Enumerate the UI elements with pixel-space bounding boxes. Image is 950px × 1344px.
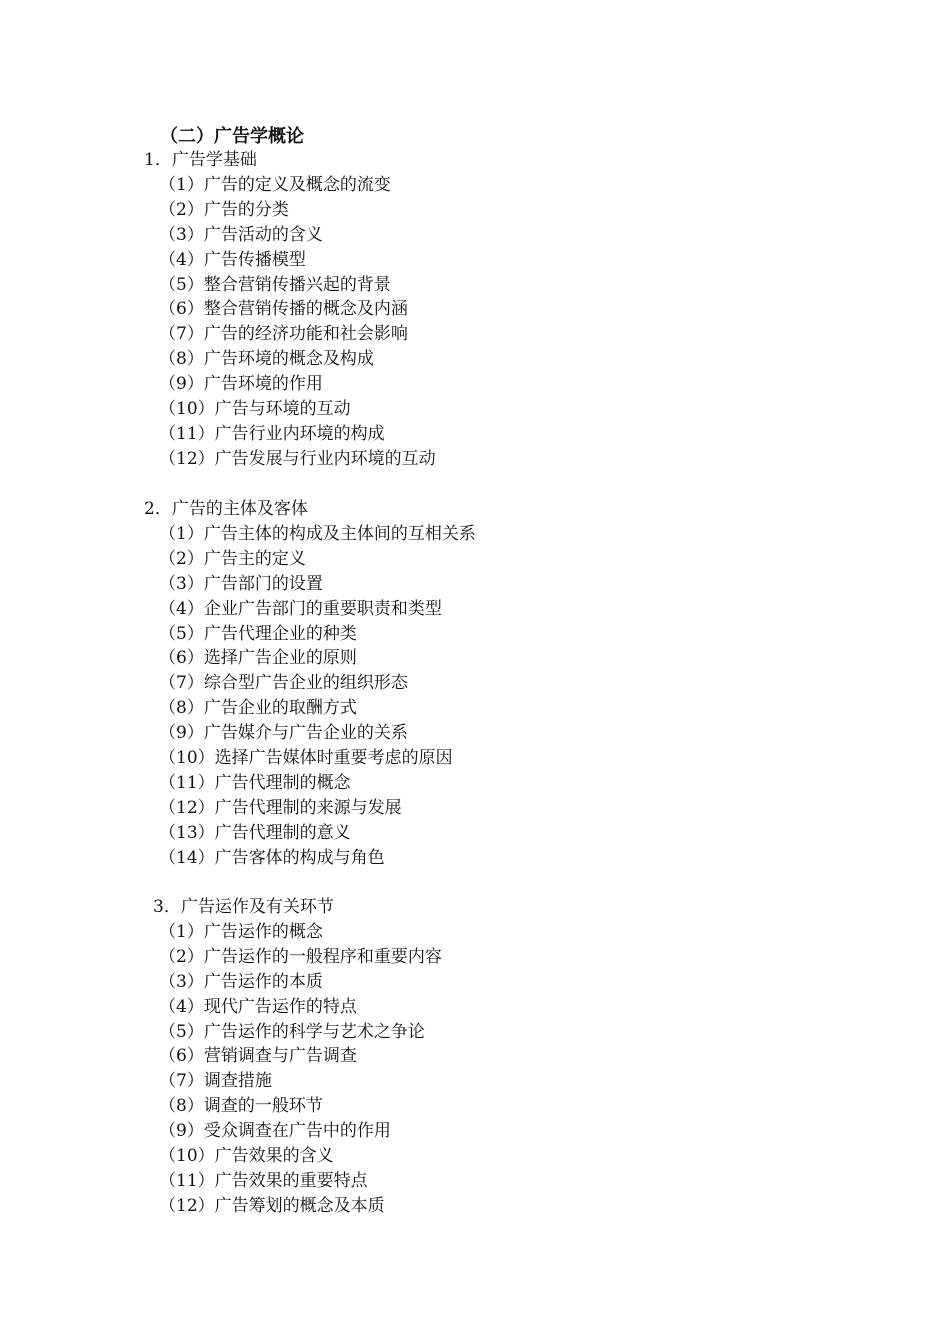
list-item: （11）广告行业内环境的构成 bbox=[159, 424, 385, 444]
list-item: （14）广告客体的构成与角色 bbox=[159, 848, 385, 868]
list-item: （2）广告主的定义 bbox=[159, 549, 306, 569]
section-title: 1．广告学基础 bbox=[144, 150, 257, 170]
section-title: 3．广告运作及有关环节 bbox=[153, 897, 334, 917]
list-item: （12）广告发展与行业内环境的互动 bbox=[159, 449, 436, 469]
list-item: （10）选择广告媒体时重要考虑的原因 bbox=[159, 748, 453, 768]
list-item: （1）广告运作的概念 bbox=[159, 922, 323, 942]
list-item: （11）广告效果的重要特点 bbox=[159, 1171, 368, 1191]
list-item: （6）整合营销传播的概念及内涵 bbox=[159, 299, 408, 319]
list-item: （7）综合型广告企业的组织形态 bbox=[159, 673, 408, 693]
section-title: 2．广告的主体及客体 bbox=[144, 499, 308, 519]
list-item: （5）整合营销传播兴起的背景 bbox=[159, 275, 391, 295]
list-item: （2）广告的分类 bbox=[159, 200, 289, 220]
list-item: （4）广告传播模型 bbox=[159, 250, 306, 270]
list-item: （5）广告代理企业的种类 bbox=[159, 624, 357, 644]
list-item: （10）广告与环境的互动 bbox=[159, 399, 351, 419]
list-item: （2）广告运作的一般程序和重要内容 bbox=[159, 947, 442, 967]
list-item: （7）调查措施 bbox=[159, 1071, 272, 1091]
list-item: （12）广告代理制的来源与发展 bbox=[159, 798, 402, 818]
list-item: （6）选择广告企业的原则 bbox=[159, 648, 357, 668]
list-item: （12）广告筹划的概念及本质 bbox=[159, 1196, 385, 1216]
list-item: （4）现代广告运作的特点 bbox=[159, 997, 357, 1017]
list-item: （8）广告企业的取酬方式 bbox=[159, 698, 357, 718]
list-item: （9）广告媒介与广告企业的关系 bbox=[159, 723, 408, 743]
list-item: （3）广告活动的含义 bbox=[159, 225, 323, 245]
list-item: （5）广告运作的科学与艺术之争论 bbox=[159, 1022, 425, 1042]
list-item: （6）营销调查与广告调查 bbox=[159, 1046, 357, 1066]
list-item: （8）调查的一般环节 bbox=[159, 1096, 323, 1116]
list-item: （9）广告环境的作用 bbox=[159, 374, 323, 394]
list-item: （9）受众调查在广告中的作用 bbox=[159, 1121, 391, 1141]
list-item: （10）广告效果的含义 bbox=[159, 1146, 334, 1166]
list-item: （7）广告的经济功能和社会影响 bbox=[159, 324, 408, 344]
list-item: （3）广告运作的本质 bbox=[159, 972, 323, 992]
list-item: （1）广告主体的构成及主体间的互相关系 bbox=[159, 524, 476, 544]
list-item: （3）广告部门的设置 bbox=[159, 574, 323, 594]
list-item: （11）广告代理制的概念 bbox=[159, 773, 351, 793]
list-item: （8）广告环境的概念及构成 bbox=[159, 349, 374, 369]
list-item: （1）广告的定义及概念的流变 bbox=[159, 175, 391, 195]
list-item: （13）广告代理制的意义 bbox=[159, 823, 351, 843]
list-item: （4）企业广告部门的重要职责和类型 bbox=[159, 599, 442, 619]
chapter-heading: （二）广告学概论 bbox=[160, 126, 304, 147]
